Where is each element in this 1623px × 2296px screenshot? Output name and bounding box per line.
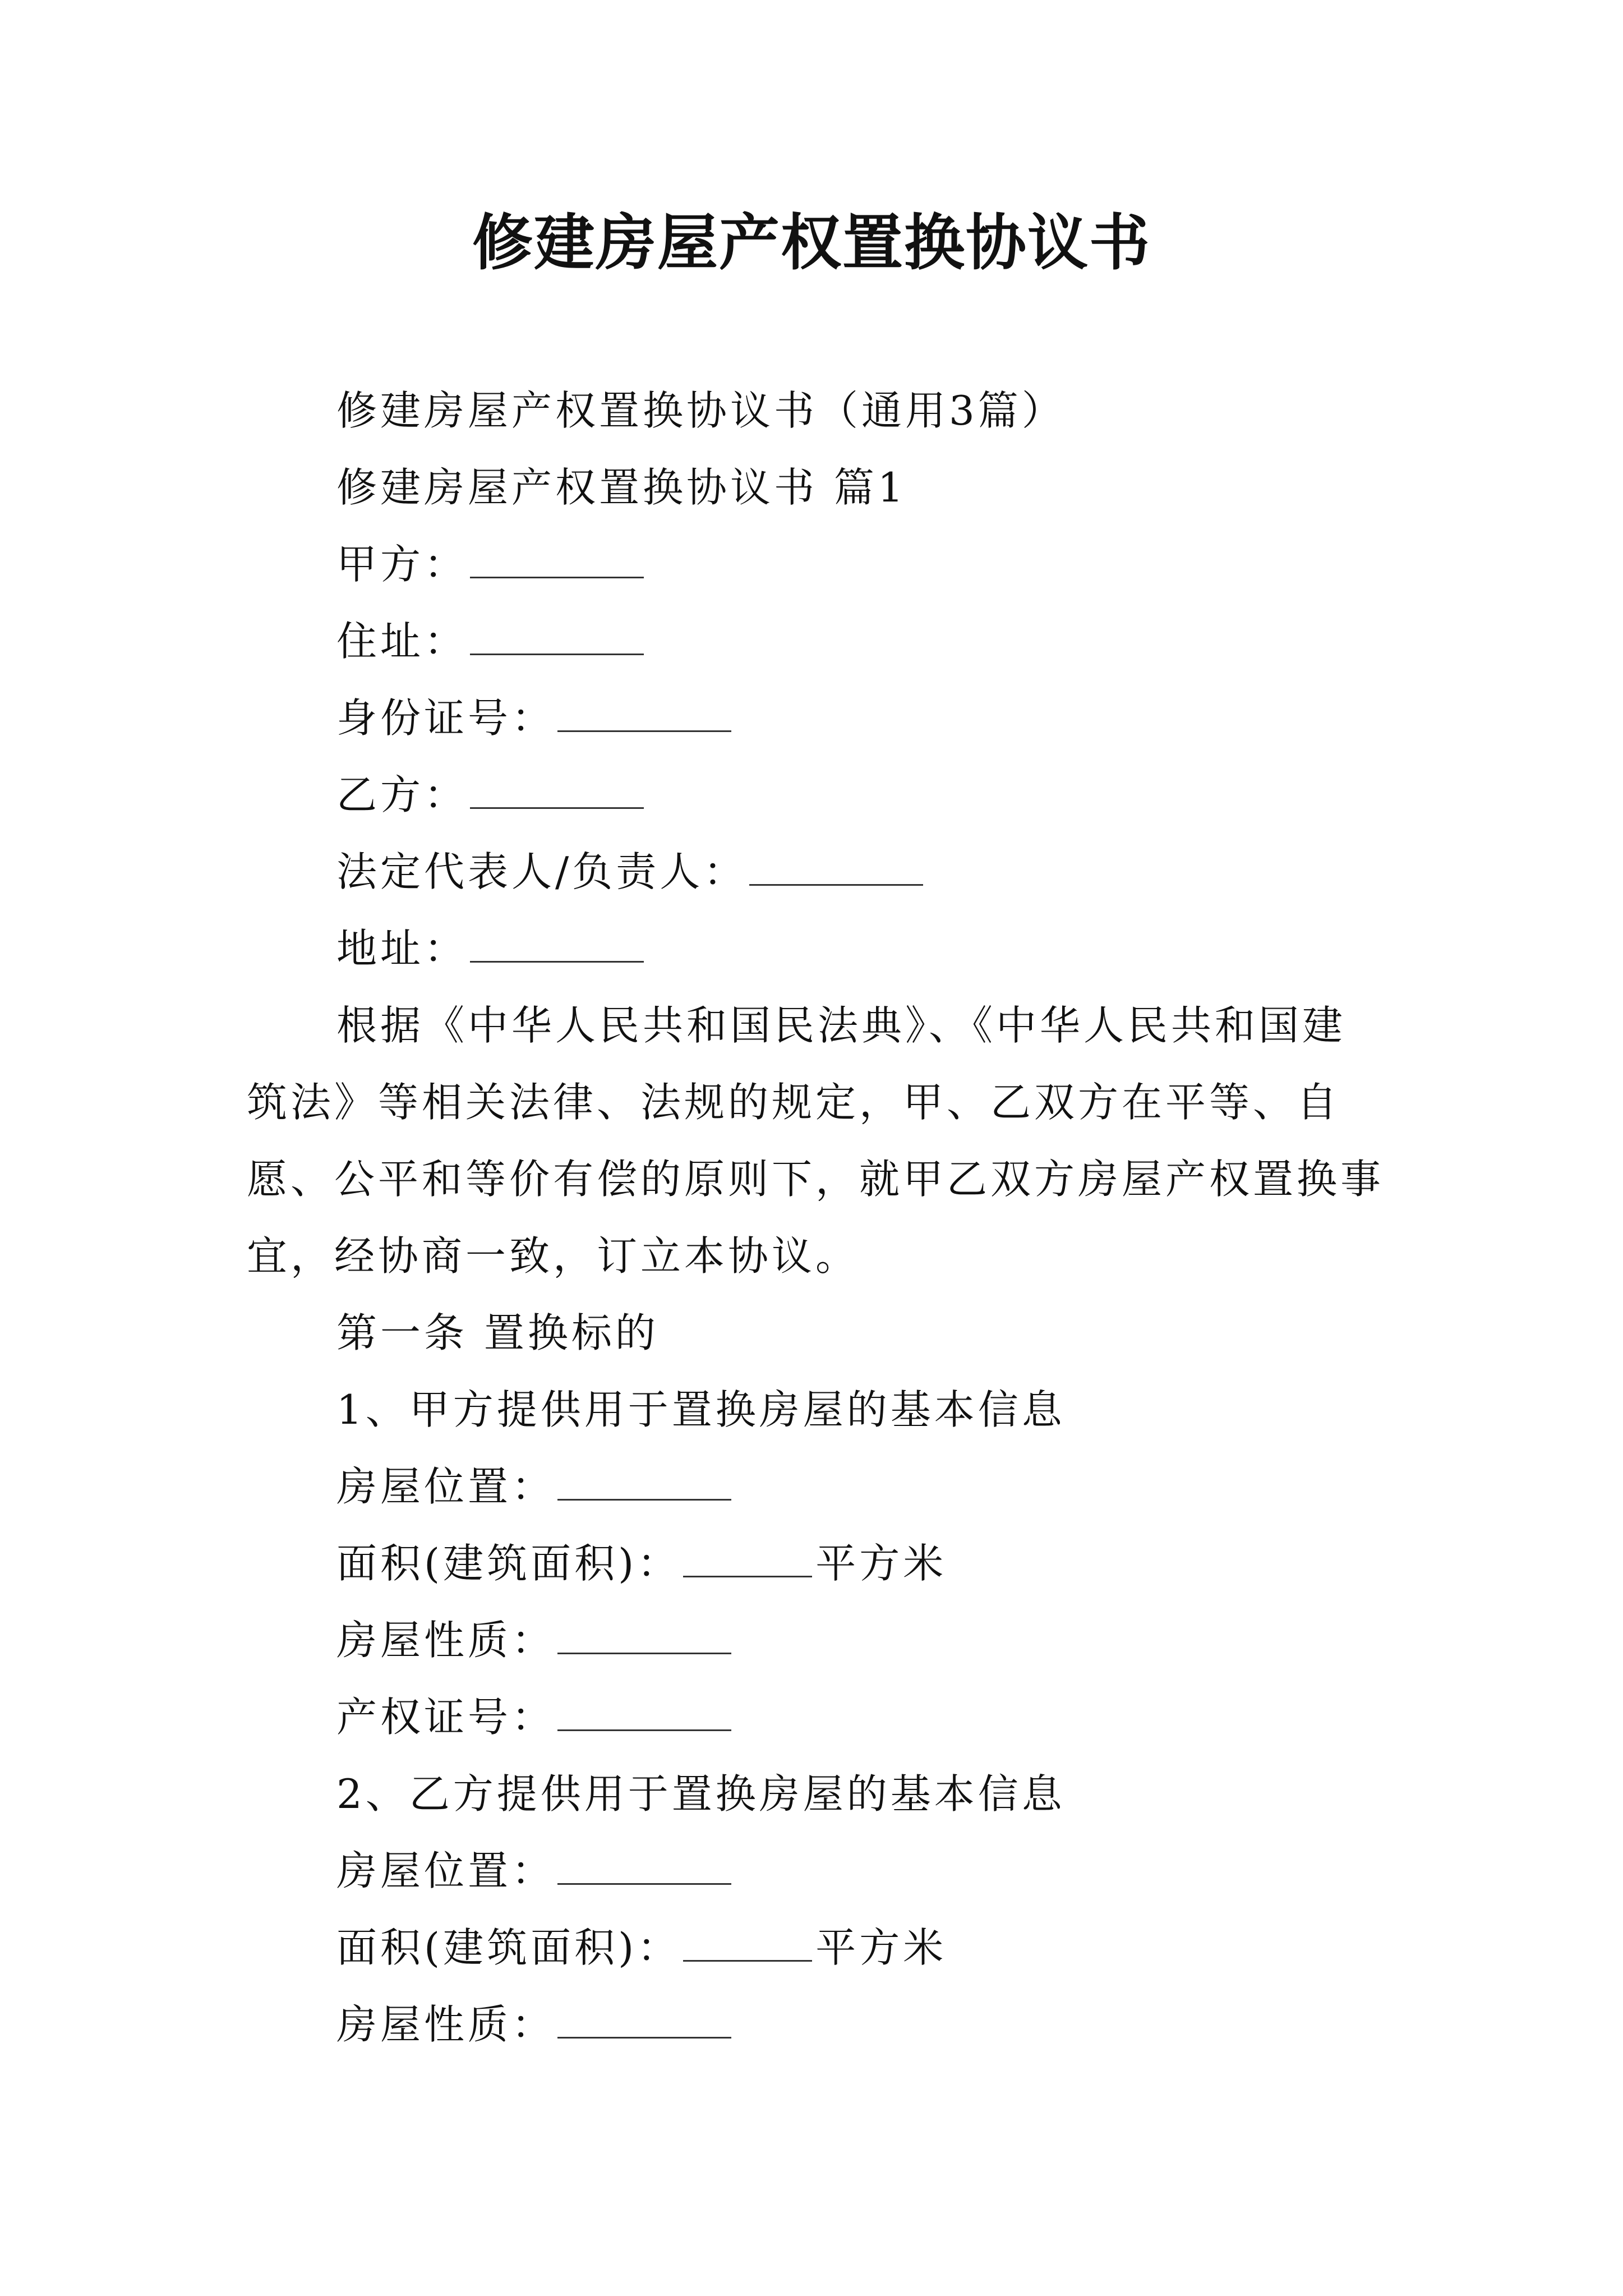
- article1-heading: 第一条 置换标的: [336, 1309, 659, 1356]
- b-house-area-blank: [683, 1954, 812, 1962]
- party-a-blank: [470, 571, 644, 578]
- party-a-id-blank: [557, 725, 731, 732]
- a-house-location-label: 房屋位置：: [336, 1463, 556, 1510]
- a-house-area-label: 面积(建筑面积)：: [336, 1540, 681, 1587]
- b-house-area-unit: 平方米: [815, 1924, 947, 1971]
- a-house-location-line: [336, 1448, 1385, 1525]
- b-house-nature-blank: [557, 2031, 731, 2039]
- b-house-location-line: [336, 1833, 1385, 1910]
- party-b-label: 乙方：: [336, 771, 468, 818]
- a-house-cert-label: 产权证号：: [336, 1694, 556, 1741]
- party-a-line: [336, 526, 1385, 603]
- b-house-location-label: 房屋位置：: [336, 1847, 556, 1894]
- party-b-blank: [470, 802, 644, 809]
- party-b-rep-blank: [749, 878, 923, 886]
- document-body: [247, 372, 1385, 2063]
- a-house-nature-blank: [557, 1647, 731, 1654]
- a-house-area-blank: [683, 1570, 812, 1577]
- b-house-area-label: 面积(建筑面积)：: [336, 1924, 681, 1971]
- party-a-label: 甲方：: [336, 541, 468, 588]
- a-house-nature-line: [336, 1602, 1385, 1679]
- a-house-nature-label: 房屋性质：: [336, 1617, 556, 1664]
- preamble-paragraph: 根据《中华人民共和国民法典》、《中华人民共和国建筑法》等相关法律、法规的规定，甲、乙双方在平等、自愿、公平和等价有偿的原则下，就甲乙双方房屋产权置换事宜，经协商一致，订立本协议。: [247, 1002, 1385, 1280]
- party-b-rep-label: 法定代表人/负责人：: [336, 848, 748, 895]
- a-house-area-unit: 平方米: [815, 1540, 947, 1587]
- party-a-id-label: 身份证号：: [336, 694, 556, 742]
- party-b-line: [336, 757, 1385, 834]
- a-house-location-blank: [557, 1493, 731, 1501]
- party-b-address-blank: [470, 955, 644, 963]
- a-house-cert-line: [336, 1679, 1385, 1756]
- article1-item1-heading: 1、甲方提供用于置换房屋的基本信息: [336, 1386, 1066, 1433]
- subtitle: 修建房屋产权置换协议书（通用3篇）: [336, 387, 1066, 434]
- b-house-area-line: [336, 1910, 1385, 1986]
- article1-item2-heading: 2、乙方提供用于置换房屋的基本信息: [336, 1770, 1066, 1818]
- a-house-area-line: [336, 1525, 1385, 1602]
- document-title: 修建房屋产权置换协议书: [472, 208, 1151, 278]
- party-a-address-blank: [470, 648, 644, 655]
- b-house-nature-label: 房屋性质：: [336, 2001, 556, 2048]
- party-a-id-line: [336, 680, 1385, 757]
- b-house-nature-line: [336, 1986, 1385, 2063]
- party-a-address-line: [336, 603, 1385, 680]
- a-house-cert-blank: [557, 1724, 731, 1731]
- b-house-location-blank: [557, 1878, 731, 1885]
- party-a-address-label: 住址：: [336, 618, 468, 665]
- party-b-rep-line: [336, 834, 1385, 910]
- party-b-address-label: 地址：: [336, 925, 468, 972]
- section-heading: 修建房屋产权置换协议书 篇1: [336, 464, 907, 511]
- party-b-address-line: [336, 910, 1385, 987]
